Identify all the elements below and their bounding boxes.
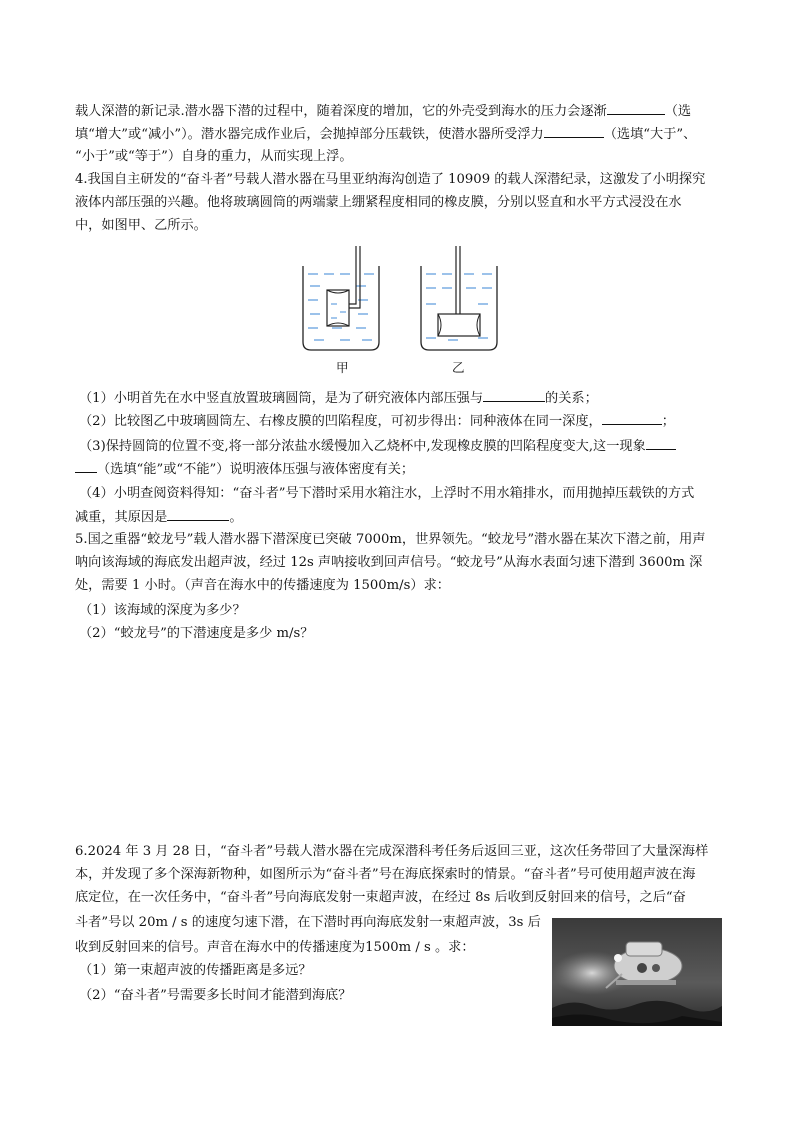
q5-sub-1: （1）该海域的深度为多少？ (79, 603, 246, 618)
q4-sub-3-text: （3)保持圆筒的位置不变,将一部分浓盐水缓慢加入乙烧杯中,发现橡皮膜的凹陷程度变大,这一现象 (79, 439, 646, 454)
q3-line-3: “小于”或“等于”）自身的重力，从而实现上浮。 (75, 149, 353, 164)
q6-line-4: 斗者”号以 20m / s 的速度匀速下潜，在下潜时再向海底发射一束超声波，3s 后 (75, 915, 541, 930)
q3-text-2a: 填“增大”或“减小”）。潜水器完成作业后，会抛掉部分压载铁，使潜水器所受浮力 (75, 127, 544, 142)
beaker-figure-a (300, 246, 382, 354)
beaker-figure-b (418, 246, 500, 354)
q3-blank-1 (607, 101, 665, 115)
q3-line-1 (75, 101, 725, 122)
q4-sub-4-tail: 。 (229, 510, 243, 525)
q5-line-3: 处，需要 1 小时。（声音在海水中的传播速度为 1500m/s）求： (75, 578, 450, 593)
q3-text-1a: 载人深潜的新记录.潜水器下潜的过程中，随着深度的增加，它的外壳受到海水的压力会逐渐 (75, 104, 607, 119)
q4-sub-3-tail: （选填“能”或“不能”）说明液体压强与液体密度有关； (97, 462, 415, 477)
q6-line-1: 6.2024 年 3 月 28 日，“奋斗者”号载人潜水器在完成深潜科考任务后返回三亚，这次任务带回了大量深海样 (75, 844, 709, 859)
q4-line-1: 4.我国自主研发的“奋斗者”号载人潜水器在马里亚纳海沟创造了 10909 的载人深潜纪录，这激发了小明探究 (75, 172, 706, 187)
q4-blank-4 (167, 507, 229, 521)
q4-sub-4-text: 减重，其原因是 (75, 510, 168, 525)
q4-sub-4: （4）小明查阅资料得知：“奋斗者”号下潜时采用水箱注水，上浮时不用水箱排水，而用抛掉压载铁的方式 (79, 486, 695, 501)
q4-sub-1-tail: 的关系； (545, 391, 598, 406)
q4-blank-3a (646, 436, 676, 450)
q3-text-2b: （选填“大于”、 (603, 127, 697, 142)
q4-sub-3-cont (75, 459, 725, 480)
q6-line-5: 收到反射回来的信号。声音在海水中的传播速度为1500m / s 。求： (75, 940, 475, 955)
q5-sub-2: （2）“蛟龙号”的下潜速度是多少 m/s？ (79, 626, 314, 641)
q3-text-1b: （选 (664, 104, 692, 119)
q4-sub-2-text: （2）比较图乙中玻璃圆筒左、右橡皮膜的凹陷程度，可初步得出：同种液体在同一深度， (79, 414, 602, 429)
submersible-photo (552, 918, 722, 1026)
q6-line-3: 底定位，在一次任务中，“奋斗者”号向海底发射一束超声波，在经过 8s 后收到反射回来的信号，之后“奋 (75, 890, 686, 905)
q4-line-3: 中，如图甲、乙所示。 (75, 218, 207, 233)
q4-sub-2 (79, 411, 729, 432)
q4-sub-2-tail: ； (661, 414, 675, 429)
q6-sub-2: （2）“奋斗者”号需要多长时间才能潜到海底？ (79, 988, 352, 1003)
q4-sub-1 (79, 388, 729, 409)
q4-sub-4-cont (75, 507, 725, 528)
q4-blank-1 (483, 388, 545, 402)
q4-blank-3b (75, 459, 97, 473)
fig-label-b: 乙 (452, 360, 465, 375)
q3-blank-2 (544, 124, 604, 138)
q6-sub-1: （1）第一束超声波的传播距离是多远？ (79, 963, 312, 978)
q5-line-1: 5.国之重器“蛟龙号”载人潜水器下潜深度已突破 7000m，世界领先。“蛟龙号”潜水器在某次下潜之前，用声 (75, 532, 706, 547)
q4-line-2: 液体内部压强的兴趣。他将玻璃圆筒的两端蒙上绷紧程度相同的橡皮膜，分别以竖直和水平方式浸没在水 (75, 195, 682, 210)
q4-sub-1-text: （1）小明首先在水中竖直放置玻璃圆筒，是为了研究液体内部压强与 (79, 391, 484, 406)
q4-sub-3 (79, 436, 729, 457)
q4-blank-2 (602, 411, 662, 425)
q6-line-2: 本，并发现了多个深海新物种，如图所示为“奋斗者”号在海底探索时的情景。“奋斗者”号可使用超声波在海 (75, 867, 696, 882)
q3-line-2 (75, 124, 725, 145)
fig-label-a: 甲 (336, 360, 349, 375)
q5-line-2: 呐向该海域的海底发出超声波，经过 12s 声呐接收到回声信号。“蛟龙号”从海水表面匀速下潜到 3600m 深 (75, 555, 703, 570)
